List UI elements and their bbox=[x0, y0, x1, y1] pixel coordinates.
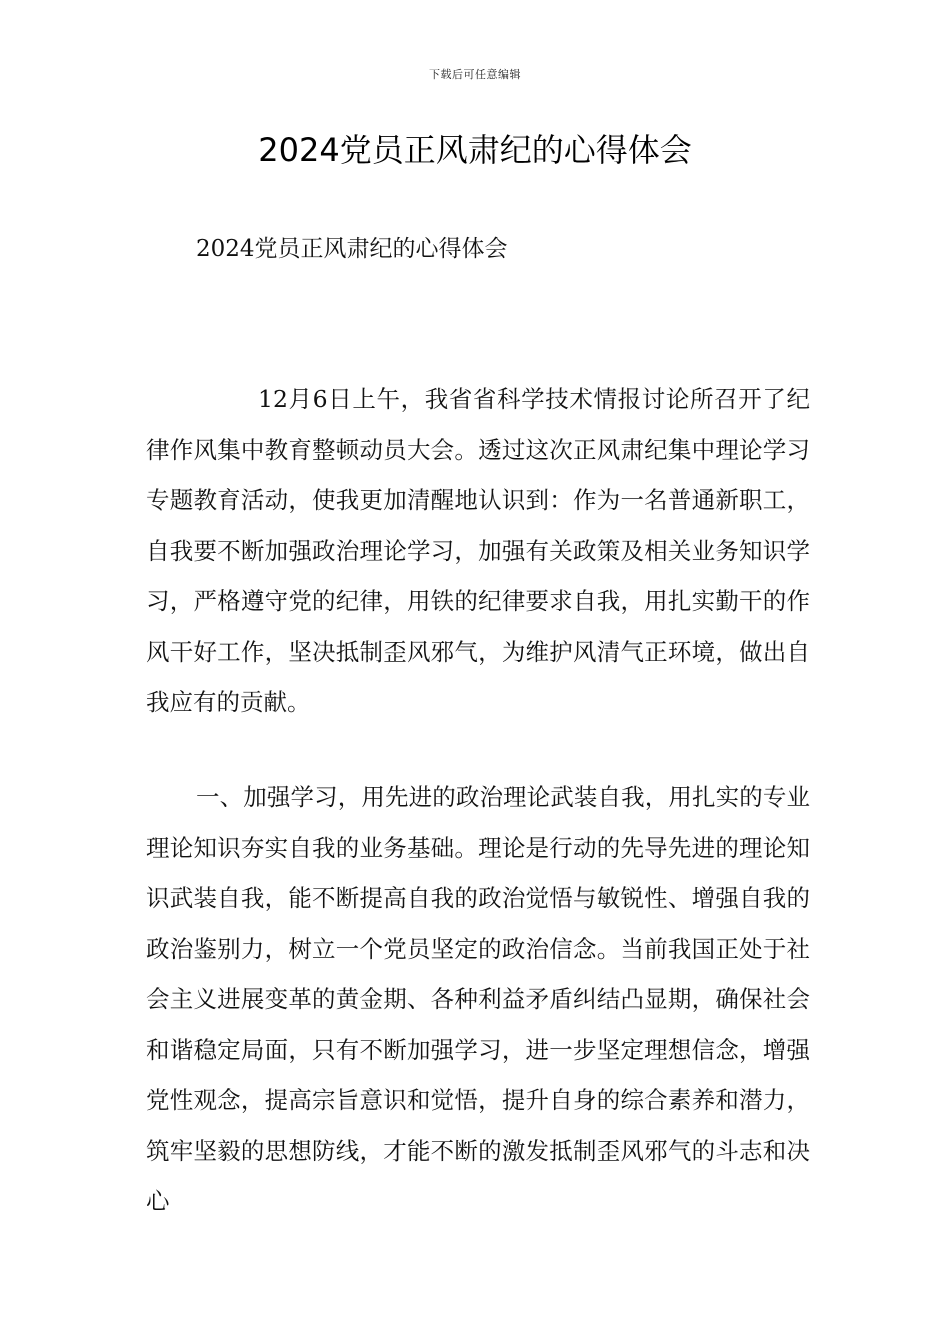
document-title: 2024党员正风肃纪的心得体会 bbox=[258, 131, 692, 169]
paragraph-intro: 12月6日上午，我省省科学技术情报讨论所召开了纪律作风集中教育整顿动员大会。透过这次正风肃纪集中理论学习专题教育活动，使我更加清醒地认识到：作为一名普通新职工，自我要不断加强政治理论学习，加强有关政策及相关业务知识学习，严格遵守党的纪律，用铁的纪律要求自我，用扎实勤干的作风干好工作，坚决抵制歪风邪气，为维护风清气正环境，做出自我应有的贡献。 bbox=[146, 385, 810, 716]
paragraph-section-one: 一、加强学习，用先进的政治理论武装自我，用扎实的专业理论知识夯实自我的业务基础。理论是行动的先导先进的理论知识武装自我，能不断提高自我的政治觉悟与敏锐性、增强自我的政治鉴别力，树立一个党员坚定的政治信念。当前我国正处于社会主义进展变革的黄金期、各种利益矛盾纠结凸显期，确保社会和谐稳定局面，只有不断加强学习，进一步坚定理想信念，增强党性观念，提高宗旨意识和觉悟，提升自身的综合素养和潜力，筑牢坚毅的思想防线，才能不断的激发抵制歪风邪气的斗志和决心 bbox=[146, 783, 810, 1215]
header-note: 下载后可任意编辑 bbox=[429, 68, 521, 81]
document-subtitle: 2024党员正风肃纪的心得体会 bbox=[196, 236, 508, 262]
